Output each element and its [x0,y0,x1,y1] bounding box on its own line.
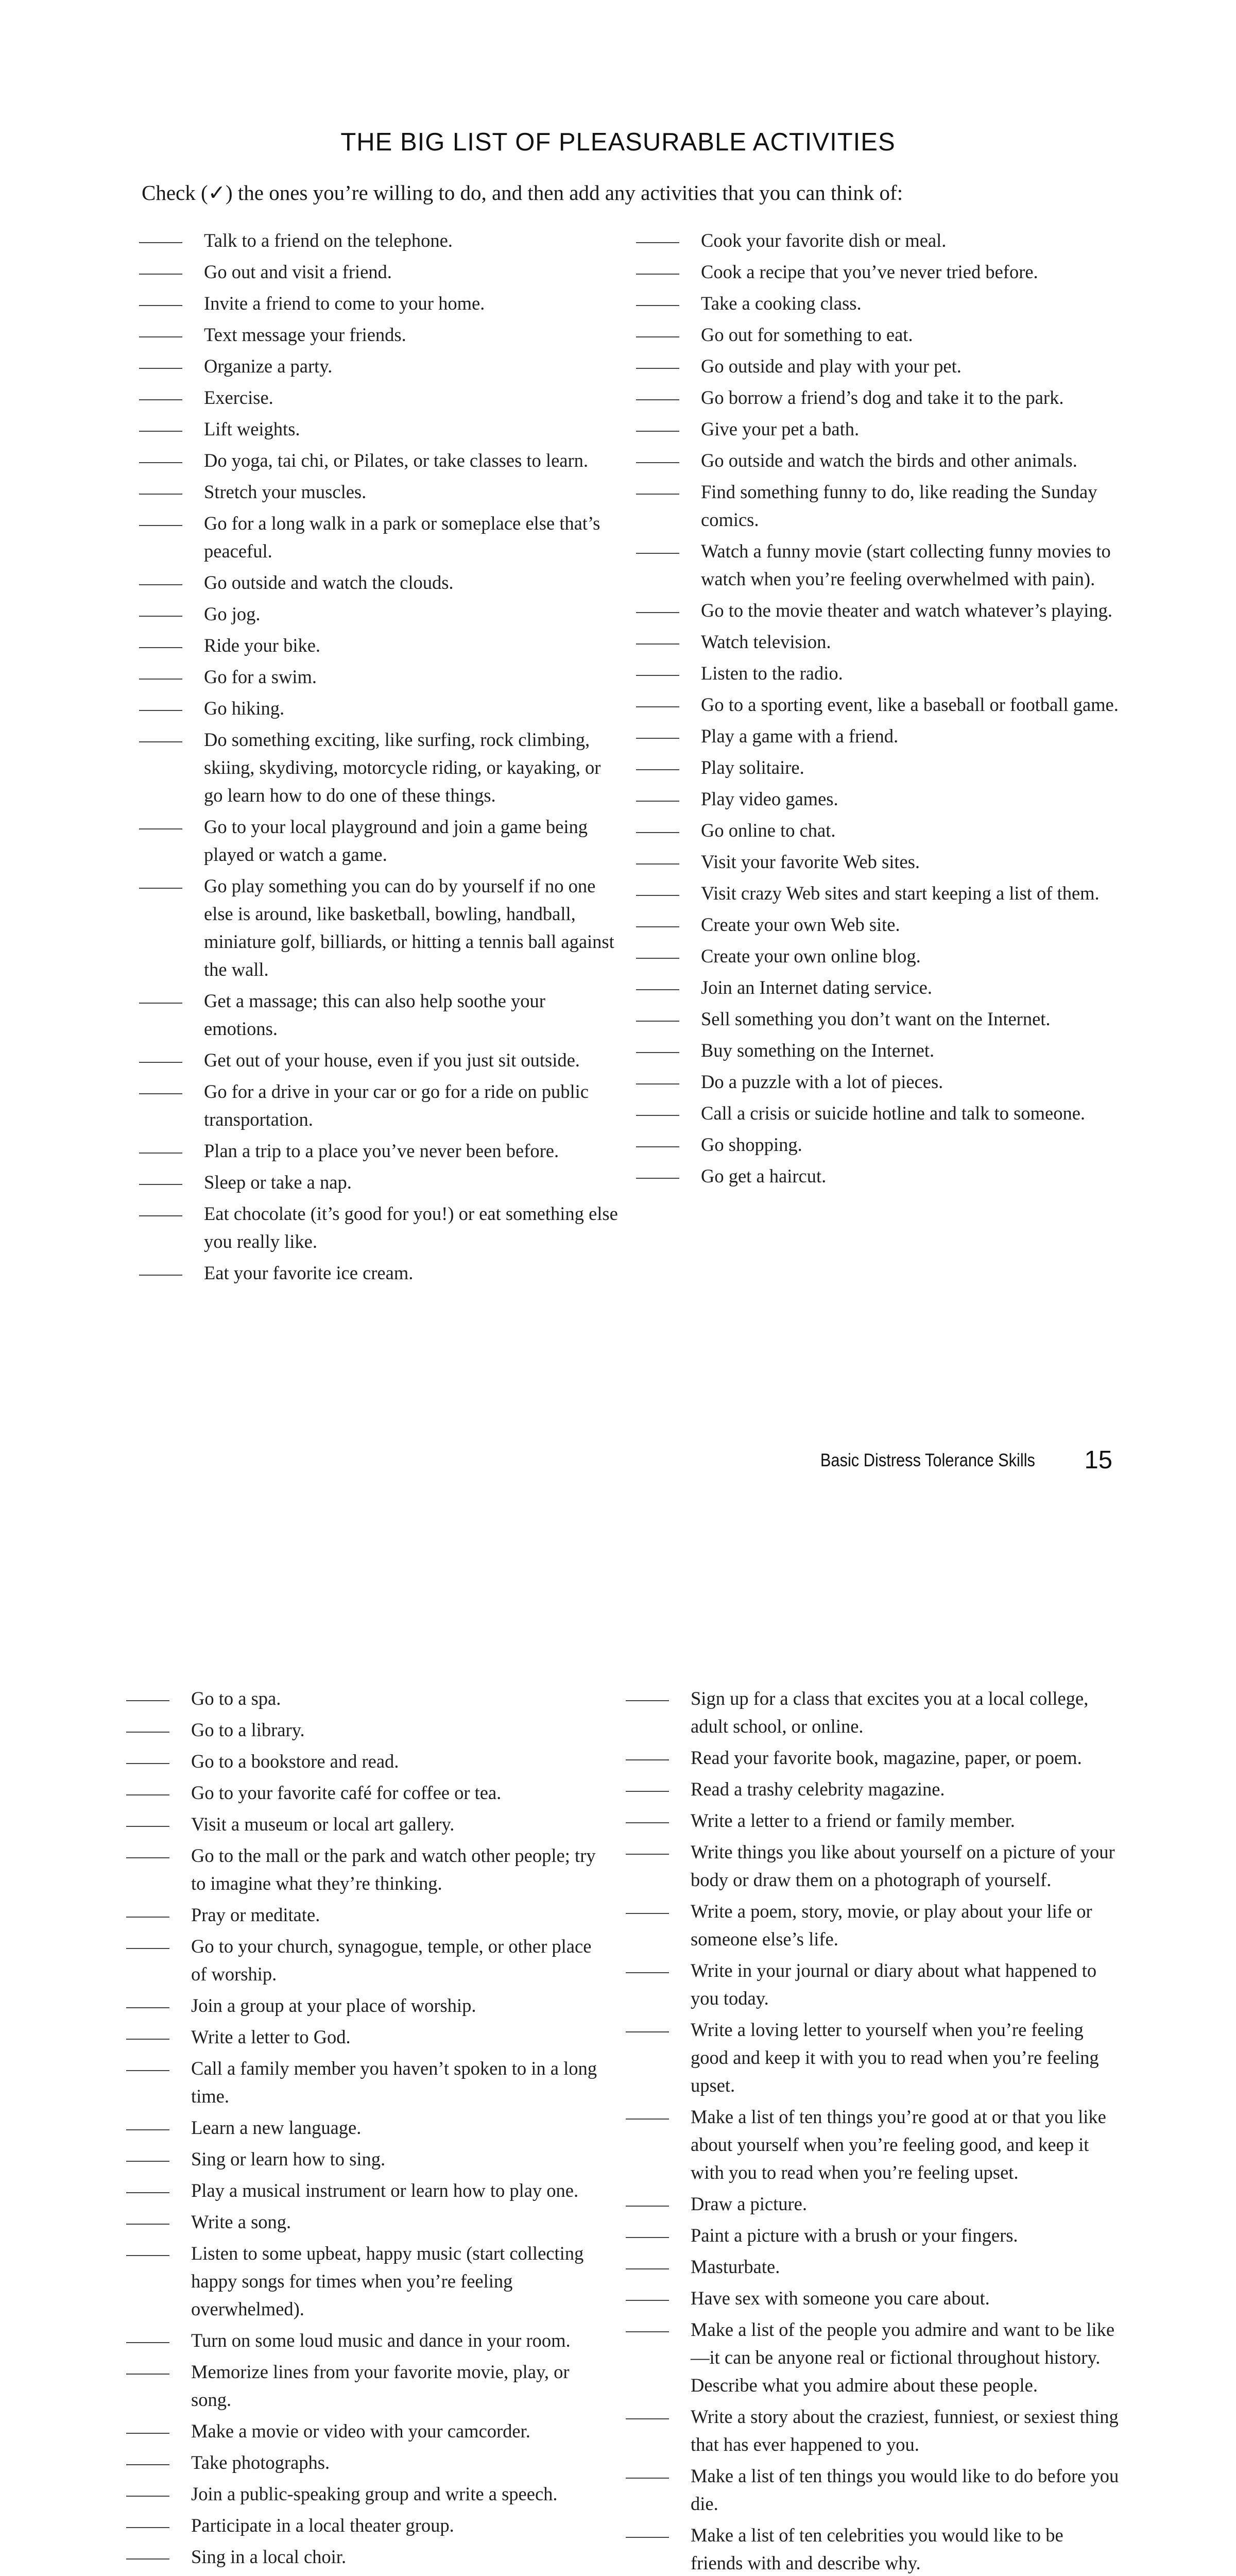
activity-text: Call a family member you haven’t spoken to in a long time. [191,2058,597,2107]
checklist-item [636,384,1130,412]
activity-text: Go outside and watch the clouds. [204,572,454,593]
check-blank[interactable] [636,848,679,865]
checklist-item [126,1685,605,1713]
activity-text: Go for a long walk in a park or someplace else that’s peaceful. [204,513,600,562]
activity-text: Join a group at your place of worship. [191,1995,476,2016]
check-blank[interactable] [126,1810,169,1827]
check-blank[interactable] [126,1685,169,1701]
checklist-item [126,2114,605,2142]
activity-text: Listen to some upbeat, happy music (start collecting happy songs for times when you’re feeling overwhelmed). [191,2243,584,2319]
check-blank[interactable] [139,478,182,495]
check-blank[interactable] [139,1168,182,1185]
activity-text: Take a cooking class. [701,293,862,314]
activity-text: Go for a swim. [204,666,317,687]
checklist-item [139,1259,618,1287]
activity-text: Go borrow a friend’s dog and take it to the park. [701,387,1064,408]
activity-text: Write a poem, story, movie, or play about your life or someone else’s life. [691,1901,1092,1950]
checklist-item [636,1068,1130,1096]
activity-text: Write a loving letter to yourself when you’re feeling good and keep it with you to read when you’re feeling upset. [691,2019,1099,2096]
checklist-item [636,659,1130,687]
activity-text: Learn a new language. [191,2117,362,2138]
check-blank[interactable] [126,1933,169,1949]
activity-text: Write a letter to God. [191,2026,351,2047]
check-blank[interactable] [126,2512,169,2528]
checklist-item [636,911,1130,939]
check-blank[interactable] [626,2403,669,2419]
activity-text: Watch television. [701,631,831,652]
check-blank[interactable] [139,600,182,617]
checklist-item [126,2023,605,2051]
check-blank[interactable] [636,879,679,896]
activity-text: Do yoga, tai chi, or Pilates, or take classes to learn. [204,450,589,471]
activity-text: Create your own Web site. [701,914,900,935]
activity-text: Get out of your house, even if you just sit outside. [204,1049,580,1071]
check-blank[interactable] [126,1842,169,1858]
running-footer: Basic Distress Tolerance Skills [820,1450,1035,1470]
activity-text: Go online to chat. [701,820,836,841]
checklist-item [626,1957,1120,2012]
checklist-item [626,2521,1120,2576]
check-blank[interactable] [636,1131,679,1147]
checklist-item [139,290,618,317]
checklist-item [126,2358,605,2414]
checklist-item [636,321,1130,349]
check-blank[interactable] [636,227,679,243]
activity-text: Memorize lines from your favorite movie, play, or song. [191,2361,570,2410]
page-16 [0,1546,1236,2576]
checklist-item [126,2055,605,2110]
checklist-item [636,785,1130,813]
activity-text: Go to your favorite café for coffee or tea. [191,1782,502,1803]
activity-text: Go outside and watch the birds and other animals. [701,450,1077,471]
check-blank[interactable] [139,510,182,526]
checklist-item [126,1901,605,1929]
activity-text: Masturbate. [691,2256,780,2277]
activity-text: Find something funny to do, like reading the Sunday comics. [701,481,1097,530]
checklist-item [636,722,1130,750]
checklist-item [126,2449,605,2477]
checklist-item [139,510,618,565]
activity-text: Turn on some loud music and dance in your room. [191,2330,571,2351]
check-blank[interactable] [139,663,182,680]
check-blank[interactable] [126,2240,169,2256]
activity-text: Write a song. [191,2211,291,2232]
checklist-item [126,2145,605,2173]
checklist-item [636,879,1130,907]
check-blank[interactable] [636,478,679,495]
checklist-item [139,872,618,984]
check-blank[interactable] [636,691,679,707]
check-blank[interactable] [636,384,679,400]
check-blank[interactable] [126,2543,169,2560]
checklist-item [139,447,618,474]
activity-text: Invite a friend to come to your home. [204,293,485,314]
checklist-item [139,384,618,412]
checklist-item [139,987,618,1043]
checklist-item [626,1685,1120,1740]
activity-text: Write in your journal or diary about what happened to you today. [691,1960,1097,2009]
check-blank[interactable] [636,817,679,833]
check-blank[interactable] [139,872,182,889]
checklist-item [636,597,1130,624]
activity-text: Listen to the radio. [701,663,843,684]
checklist-item [626,1838,1120,1894]
checklist-item [626,1744,1120,1772]
check-blank[interactable] [126,2177,169,2193]
checklist-item [636,478,1130,534]
check-blank[interactable] [126,2055,169,2071]
check-blank[interactable] [139,813,182,829]
checklist-item [626,2403,1120,2459]
checklist-item [139,1078,618,1133]
activity-text: Eat your favorite ice cream. [204,1262,414,1283]
checklist-item [126,2240,605,2323]
activity-text: Do something exciting, like surfing, rock climbing, skiing, skydiving, motorcycle riding, or kayaking, or go learn how to do one of these things. [204,729,601,806]
checklist-item [626,1807,1120,1835]
checklist-item [626,1775,1120,1803]
check-blank[interactable] [126,2114,169,2130]
checklist-item [636,227,1130,255]
check-blank[interactable] [636,1037,679,1053]
activity-text: Go to a bookstore and read. [191,1751,399,1772]
activity-text: Visit crazy Web sites and start keeping a list of them. [701,883,1100,904]
checklist-item [126,2177,605,2205]
checklist-item [626,2222,1120,2249]
checklist-item [126,2417,605,2445]
activity-text: Take photographs. [191,2452,330,2473]
activity-text: Read a trashy celebrity magazine. [691,1778,945,1800]
checklist-item [139,352,618,380]
check-blank[interactable] [139,258,182,275]
check-blank[interactable] [626,2016,669,2032]
checklist-item [636,352,1130,380]
checklist-item [139,1137,618,1165]
activity-text: Go to a sporting event, like a baseball or football game. [701,694,1119,715]
checklist-item [636,817,1130,844]
activity-list-right [636,227,1130,1194]
checklist-item [126,2208,605,2236]
activity-text: Go out and visit a friend. [204,261,392,282]
checklist-item [126,1810,605,1838]
check-blank[interactable] [636,447,679,463]
check-blank[interactable] [626,1807,669,1823]
checklist-item [126,2480,605,2508]
activity-text: Cook a recipe that you’ve never tried before. [701,261,1038,282]
activity-text: Visit a museum or local art gallery. [191,1814,455,1835]
check-blank[interactable] [636,1099,679,1116]
check-blank[interactable] [126,1992,169,2008]
activity-text: Draw a picture. [691,2193,807,2214]
checklist-item [126,1716,605,1744]
activity-text: Go play something you can do by yourself if no one else is around, like basketball, bowling, handball, miniature golf, billiards, or hitting a tennis ball against the wall. [204,875,614,980]
activity-text: Text message your friends. [204,324,406,345]
checklist-item [636,290,1130,317]
check-blank[interactable] [636,258,679,275]
activity-list-left [126,1685,605,2576]
activity-text: Go jog. [204,603,261,624]
checklist-item [636,974,1130,1002]
checklist-item [139,813,618,869]
check-blank[interactable] [626,2462,669,2479]
activity-list-right [626,1685,1120,2576]
check-blank[interactable] [636,911,679,927]
activity-text: Give your pet a bath. [701,418,860,439]
check-blank[interactable] [626,1775,669,1792]
checklist-item [139,694,618,722]
activity-text: Make a list of ten things you would like to do before you die. [691,2465,1119,2514]
checklist-item [126,2512,605,2539]
activity-text: Write a letter to a friend or family member. [691,1810,1015,1831]
activity-text: Read your favorite book, magazine, paper, or poem. [691,1747,1082,1768]
checklist-item [139,321,618,349]
activity-text: Stretch your muscles. [204,481,367,502]
check-blank[interactable] [126,1779,169,1795]
activity-text: Go to the mall or the park and watch other people; try to imagine what they’re thinking. [191,1845,596,1894]
checklist-item [139,258,618,286]
checklist-item [636,1162,1130,1190]
checklist-item [636,691,1130,719]
checklist-item [139,663,618,691]
check-blank[interactable] [139,987,182,1004]
activity-text: Go shopping. [701,1134,802,1155]
checklist-item [139,478,618,506]
page-title: THE BIG LIST OF PLEASURABLE ACTIVITIES [340,128,896,156]
activity-text: Make a list of ten things you’re good at or that you like about yourself when you’re feeling good, and keep it with you to read when you’re feeling upset. [691,2106,1106,2183]
activity-text: Play a musical instrument or learn how to play one. [191,2180,579,2201]
check-blank[interactable] [636,537,679,554]
checklist-item [139,726,618,809]
activity-text: Ride your bike. [204,635,321,656]
check-blank[interactable] [636,1068,679,1084]
checklist-item [626,2016,1120,2099]
check-blank[interactable] [126,1716,169,1733]
activity-text: Go out for something to eat. [701,324,913,345]
check-blank[interactable] [126,2327,169,2343]
checklist-item [139,600,618,628]
check-blank[interactable] [139,1078,182,1094]
activity-text: Play a game with a friend. [701,725,899,747]
check-blank[interactable] [139,447,182,463]
checklist-item [636,1099,1130,1127]
activity-text: Make a list of the people you admire and want to be like—it can be anyone real or fictional throughout history. Describe what you admire about these people. [691,2319,1115,2396]
checklist-item [139,227,618,255]
activity-list-left [139,227,618,1291]
check-blank[interactable] [636,659,679,676]
activity-text: Create your own online blog. [701,945,921,967]
check-blank[interactable] [139,569,182,585]
activity-text: Go outside and play with your pet. [701,355,962,377]
checklist-item [636,628,1130,656]
page-number: 15 [1084,1446,1112,1474]
activity-text: Go to a library. [191,1719,305,1740]
check-blank[interactable] [139,1046,182,1063]
activity-text: Have sex with someone you care about. [691,2287,990,2309]
check-blank[interactable] [626,2222,669,2238]
check-blank[interactable] [636,1005,679,1022]
check-blank[interactable] [126,2208,169,2225]
activity-text: Go to a spa. [191,1688,281,1709]
activity-text: Watch a funny movie (start collecting funny movies to watch when you’re feeling overwhelmed with pain). [701,540,1111,589]
checklist-item [636,1005,1130,1033]
check-blank[interactable] [139,1259,182,1276]
activity-text: Plan a trip to a place you’ve never been before. [204,1140,559,1161]
activity-text: Eat chocolate (it’s good for you!) or eat something else you really like. [204,1203,618,1252]
activity-text: Sleep or take a nap. [204,1172,352,1193]
checklist-item [126,1933,605,1988]
checklist-item [636,415,1130,443]
check-blank[interactable] [626,2284,669,2301]
checklist-item [636,1037,1130,1064]
activity-text: Call a crisis or suicide hotline and talk to someone. [701,1103,1086,1124]
check-blank[interactable] [139,227,182,243]
check-blank[interactable] [626,2521,669,2538]
checklist-item [139,632,618,659]
activity-text: Go to your church, synagogue, temple, or other place of worship. [191,1936,592,1985]
check-blank[interactable] [126,2358,169,2375]
check-blank[interactable] [636,722,679,739]
check-blank[interactable] [139,384,182,400]
check-blank[interactable] [139,321,182,337]
check-blank[interactable] [636,628,679,645]
check-blank[interactable] [626,2253,669,2269]
checklist-item [139,1046,618,1074]
check-blank[interactable] [636,415,679,432]
checklist-item [626,2284,1120,2312]
instructions: Check (✓) the ones you’re willing to do, and then add any activities that you can think of: [142,181,903,205]
checklist-item [626,2316,1120,2399]
checklist-item [626,2253,1120,2281]
check-blank[interactable] [636,290,679,306]
check-blank[interactable] [139,632,182,648]
activity-text: Join an Internet dating service. [701,977,932,998]
checklist-item [626,1897,1120,1953]
activity-text: Buy something on the Internet. [701,1040,935,1061]
activity-text: Talk to a friend on the telephone. [204,230,453,251]
check-blank[interactable] [139,726,182,742]
check-blank[interactable] [126,2480,169,2497]
check-blank[interactable] [636,785,679,802]
activity-text: Organize a party. [204,355,333,377]
checklist-item [139,569,618,597]
check-blank[interactable] [626,2316,669,2332]
check-blank[interactable] [126,1901,169,1918]
check-blank[interactable] [139,290,182,306]
check-blank[interactable] [636,754,679,770]
activity-text: Pray or meditate. [191,1904,320,1925]
check-blank[interactable] [126,2145,169,2162]
check-blank[interactable] [636,1162,679,1179]
check-blank[interactable] [626,1744,669,1760]
activity-text: Paint a picture with a brush or your fingers. [691,2225,1018,2246]
checklist-item [126,1842,605,1897]
checklist-item [626,2190,1120,2218]
check-blank[interactable] [636,597,679,613]
check-blank[interactable] [626,1897,669,1914]
check-blank[interactable] [139,1200,182,1216]
check-blank[interactable] [626,1838,669,1855]
check-blank[interactable] [139,1137,182,1154]
activity-text: Participate in a local theater group. [191,2515,454,2536]
activity-text: Write a story about the craziest, funniest, or sexiest thing that has ever happened to you. [691,2406,1119,2455]
activity-text: Exercise. [204,387,273,408]
check-blank[interactable] [636,942,679,959]
activity-text: Sign up for a class that excites you at a local college, adult school, or online. [691,1688,1089,1737]
checklist-item [126,2543,605,2571]
activity-text: Go get a haircut. [701,1165,827,1187]
activity-text: Make a movie or video with your camcorder. [191,2420,530,2442]
check-blank[interactable] [636,321,679,337]
activity-text: Play solitaire. [701,757,804,778]
activity-text: Go for a drive in your car or go for a ride on public transportation. [204,1081,589,1130]
activity-text: Play video games. [701,788,838,809]
activity-text: Write things you like about yourself on a picture of your body or draw them on a photograph of yourself. [691,1841,1115,1890]
activity-text: Join a public-speaking group and write a speech. [191,2483,558,2504]
checklist-item [636,447,1130,474]
checklist-item [139,1168,618,1196]
checklist-item [626,2462,1120,2518]
checklist-item [636,848,1130,876]
checklist-item [139,415,618,443]
checklist-item [636,754,1130,782]
checklist-item [126,1748,605,1775]
activity-text: Go to the movie theater and watch whatever’s playing. [701,600,1113,621]
activity-text: Sing in a local choir. [191,2546,347,2567]
activity-text: Get a massage; this can also help soothe your emotions. [204,990,545,1039]
check-blank[interactable] [126,2023,169,2040]
checklist-item [636,258,1130,286]
activity-text: Do a puzzle with a lot of pieces. [701,1071,943,1092]
checklist-item [139,1200,618,1256]
check-blank[interactable] [139,352,182,369]
activity-text: Sing or learn how to sing. [191,2148,386,2170]
activity-text: Cook your favorite dish or meal. [701,230,947,251]
activity-text: Make a list of ten celebrities you would like to be friends with and describe why. [691,2524,1063,2573]
activity-text: Lift weights. [204,418,300,439]
check-blank[interactable] [126,1748,169,1764]
check-blank[interactable] [626,2103,669,2120]
checklist-item [636,1131,1130,1159]
activity-text: Sell something you don’t want on the Internet. [701,1008,1051,1029]
activity-text: Visit your favorite Web sites. [701,851,920,872]
checklist-item [626,2103,1120,2187]
activity-text: Go to your local playground and join a game being played or watch a game. [204,816,588,865]
check-blank[interactable] [139,415,182,432]
check-blank[interactable] [636,352,679,369]
check-blank[interactable] [126,2449,169,2465]
check-blank[interactable] [126,2417,169,2434]
checklist-item [126,1992,605,2020]
activity-text: Go hiking. [204,698,285,719]
check-blank[interactable] [626,1957,669,1973]
check-blank[interactable] [636,974,679,990]
checklist-item [126,1779,605,1807]
check-blank[interactable] [626,2190,669,2207]
checklist-item [636,537,1130,593]
checklist-item [126,2327,605,2354]
checklist-item [636,942,1130,970]
check-blank[interactable] [626,1685,669,1701]
check-blank[interactable] [139,694,182,711]
